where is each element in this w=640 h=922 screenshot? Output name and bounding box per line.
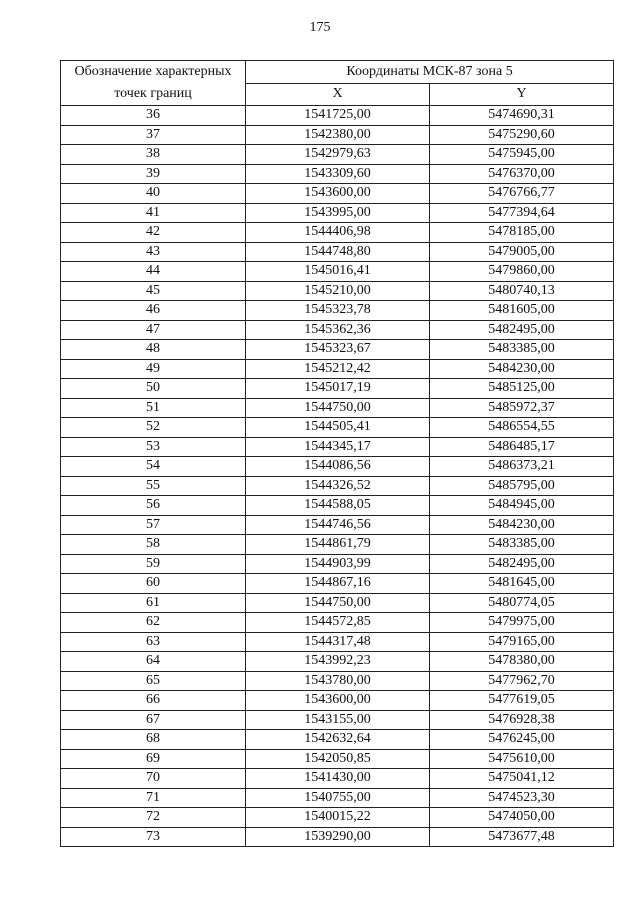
y-coordinate-cell: 5485795,00: [430, 476, 614, 496]
table-row: [61, 574, 614, 594]
point-number-cell: 53: [61, 437, 246, 457]
y-coordinate-cell: 5474523,30: [430, 788, 614, 808]
y-coordinate-cell: 5477962,70: [430, 671, 614, 691]
table-row: [61, 262, 614, 282]
table-row: [61, 242, 614, 262]
x-coordinate-cell: 1543995,00: [246, 203, 430, 223]
header-y: Y: [430, 83, 614, 106]
point-number-cell: 66: [61, 691, 246, 711]
y-coordinate-cell: 5477619,05: [430, 691, 614, 711]
point-number-cell: 72: [61, 808, 246, 828]
y-coordinate-cell: 5484230,00: [430, 515, 614, 535]
y-coordinate-cell: 5483385,00: [430, 535, 614, 555]
x-coordinate-cell: 1544317,48: [246, 632, 430, 652]
y-coordinate-cell: 5479975,00: [430, 613, 614, 633]
y-coordinate-cell: 5475945,00: [430, 145, 614, 165]
x-coordinate-cell: 1544086,56: [246, 457, 430, 477]
point-number-cell: 45: [61, 281, 246, 301]
table-row: [61, 769, 614, 789]
y-coordinate-cell: 5480740,13: [430, 281, 614, 301]
x-coordinate-cell: 1539290,00: [246, 827, 430, 847]
point-number-cell: 36: [61, 106, 246, 126]
x-coordinate-cell: 1543309,60: [246, 164, 430, 184]
point-number-cell: 52: [61, 418, 246, 438]
point-number-cell: 58: [61, 535, 246, 555]
x-coordinate-cell: 1541725,00: [246, 106, 430, 126]
y-coordinate-cell: 5473677,48: [430, 827, 614, 847]
y-coordinate-cell: 5474050,00: [430, 808, 614, 828]
y-coordinate-cell: 5482495,00: [430, 554, 614, 574]
x-coordinate-cell: 1545362,36: [246, 320, 430, 340]
x-coordinate-cell: 1545016,41: [246, 262, 430, 282]
x-coordinate-cell: 1545212,42: [246, 359, 430, 379]
y-coordinate-cell: 5486554,55: [430, 418, 614, 438]
x-coordinate-cell: 1540755,00: [246, 788, 430, 808]
y-coordinate-cell: 5481605,00: [430, 301, 614, 321]
table-row: [61, 749, 614, 769]
header-coordinates-system: Координаты МСК-87 зона 5: [246, 61, 614, 84]
x-coordinate-cell: 1543780,00: [246, 671, 430, 691]
x-coordinate-cell: 1543992,23: [246, 652, 430, 672]
table-row: [61, 320, 614, 340]
y-coordinate-cell: 5475290,60: [430, 125, 614, 145]
point-number-cell: 73: [61, 827, 246, 847]
point-number-cell: 51: [61, 398, 246, 418]
y-coordinate-cell: 5479005,00: [430, 242, 614, 262]
table-row: [61, 379, 614, 399]
table-row: [61, 418, 614, 438]
y-coordinate-cell: 5476370,00: [430, 164, 614, 184]
page-number: 175: [309, 20, 331, 35]
y-coordinate-cell: 5476766,77: [430, 184, 614, 204]
x-coordinate-cell: 1542979,63: [246, 145, 430, 165]
header-x: X: [246, 83, 430, 106]
y-coordinate-cell: 5475041,12: [430, 769, 614, 789]
x-coordinate-cell: 1543600,00: [246, 691, 430, 711]
y-coordinate-cell: 5478380,00: [430, 652, 614, 672]
x-coordinate-cell: 1544746,56: [246, 515, 430, 535]
y-coordinate-cell: 5478185,00: [430, 223, 614, 243]
table-row: [61, 554, 614, 574]
table-row: [61, 301, 614, 321]
table-row: [61, 125, 614, 145]
y-coordinate-cell: 5476928,38: [430, 710, 614, 730]
y-coordinate-cell: 5486373,21: [430, 457, 614, 477]
point-number-cell: 56: [61, 496, 246, 516]
table-row: [61, 281, 614, 301]
point-number-cell: 49: [61, 359, 246, 379]
point-number-cell: 64: [61, 652, 246, 672]
table-row: [61, 106, 614, 126]
point-number-cell: 59: [61, 554, 246, 574]
x-coordinate-cell: 1544750,00: [246, 398, 430, 418]
table-row: [61, 613, 614, 633]
point-number-cell: 37: [61, 125, 246, 145]
point-number-cell: 46: [61, 301, 246, 321]
x-coordinate-cell: 1544505,41: [246, 418, 430, 438]
table-row: [61, 652, 614, 672]
y-coordinate-cell: 5486485,17: [430, 437, 614, 457]
table-row: [61, 437, 614, 457]
table-row: [61, 632, 614, 652]
x-coordinate-cell: 1544861,79: [246, 535, 430, 555]
y-coordinate-cell: 5480774,05: [430, 593, 614, 613]
point-number-cell: 69: [61, 749, 246, 769]
point-number-cell: 38: [61, 145, 246, 165]
table-row: [61, 827, 614, 847]
y-coordinate-cell: 5483385,00: [430, 340, 614, 360]
table-row: [61, 476, 614, 496]
table-row: [61, 203, 614, 223]
point-number-cell: 44: [61, 262, 246, 282]
header-point-designation: Обозначение характерных точек границ: [61, 61, 246, 106]
x-coordinate-cell: 1544750,00: [246, 593, 430, 613]
x-coordinate-cell: 1542632,64: [246, 730, 430, 750]
point-number-cell: 63: [61, 632, 246, 652]
table-row: [61, 808, 614, 828]
x-coordinate-cell: 1542050,85: [246, 749, 430, 769]
point-number-cell: 60: [61, 574, 246, 594]
x-coordinate-cell: 1543155,00: [246, 710, 430, 730]
x-coordinate-cell: 1542380,00: [246, 125, 430, 145]
coordinates-table: [60, 60, 614, 847]
point-number-cell: 68: [61, 730, 246, 750]
point-number-cell: 39: [61, 164, 246, 184]
table-row: [61, 535, 614, 555]
x-coordinate-cell: 1541430,00: [246, 769, 430, 789]
table-row: [61, 340, 614, 360]
x-coordinate-cell: 1544406,98: [246, 223, 430, 243]
table-row: [61, 457, 614, 477]
x-coordinate-cell: 1540015,22: [246, 808, 430, 828]
y-coordinate-cell: 5475610,00: [430, 749, 614, 769]
x-coordinate-cell: 1545210,00: [246, 281, 430, 301]
point-number-cell: 50: [61, 379, 246, 399]
x-coordinate-cell: 1544867,16: [246, 574, 430, 594]
point-number-cell: 42: [61, 223, 246, 243]
table-row: [61, 359, 614, 379]
table-row: [61, 164, 614, 184]
x-coordinate-cell: 1545017,19: [246, 379, 430, 399]
table-row: [61, 496, 614, 516]
point-number-cell: 43: [61, 242, 246, 262]
x-coordinate-cell: 1545323,78: [246, 301, 430, 321]
y-coordinate-cell: 5476245,00: [430, 730, 614, 750]
table-row: [61, 184, 614, 204]
y-coordinate-cell: 5479860,00: [430, 262, 614, 282]
y-coordinate-cell: 5474690,31: [430, 106, 614, 126]
point-number-cell: 61: [61, 593, 246, 613]
x-coordinate-cell: 1545323,67: [246, 340, 430, 360]
point-number-cell: 40: [61, 184, 246, 204]
point-number-cell: 41: [61, 203, 246, 223]
table-body: [61, 106, 614, 847]
point-number-cell: 47: [61, 320, 246, 340]
y-coordinate-cell: 5482495,00: [430, 320, 614, 340]
y-coordinate-cell: 5484945,00: [430, 496, 614, 516]
x-coordinate-cell: 1543600,00: [246, 184, 430, 204]
y-coordinate-cell: 5485125,00: [430, 379, 614, 399]
table-row: [61, 223, 614, 243]
x-coordinate-cell: 1544588,05: [246, 496, 430, 516]
y-coordinate-cell: 5479165,00: [430, 632, 614, 652]
point-number-cell: 65: [61, 671, 246, 691]
table-row: [61, 515, 614, 535]
point-number-cell: 54: [61, 457, 246, 477]
point-number-cell: 70: [61, 769, 246, 789]
point-number-cell: 48: [61, 340, 246, 360]
table-row: [61, 788, 614, 808]
table-row: [61, 593, 614, 613]
x-coordinate-cell: 1544748,80: [246, 242, 430, 262]
table-header: [61, 61, 614, 106]
y-coordinate-cell: 5485972,37: [430, 398, 614, 418]
point-number-cell: 62: [61, 613, 246, 633]
point-number-cell: 67: [61, 710, 246, 730]
y-coordinate-cell: 5484230,00: [430, 359, 614, 379]
y-coordinate-cell: 5481645,00: [430, 574, 614, 594]
point-number-cell: 71: [61, 788, 246, 808]
point-number-cell: 57: [61, 515, 246, 535]
table-row: [61, 398, 614, 418]
table-row: [61, 730, 614, 750]
table-row: [61, 145, 614, 165]
x-coordinate-cell: 1544572,85: [246, 613, 430, 633]
x-coordinate-cell: 1544326,52: [246, 476, 430, 496]
point-number-cell: 55: [61, 476, 246, 496]
x-coordinate-cell: 1544903,99: [246, 554, 430, 574]
table-row: [61, 671, 614, 691]
table-row: [61, 710, 614, 730]
y-coordinate-cell: 5477394,64: [430, 203, 614, 223]
x-coordinate-cell: 1544345,17: [246, 437, 430, 457]
table-row: [61, 691, 614, 711]
